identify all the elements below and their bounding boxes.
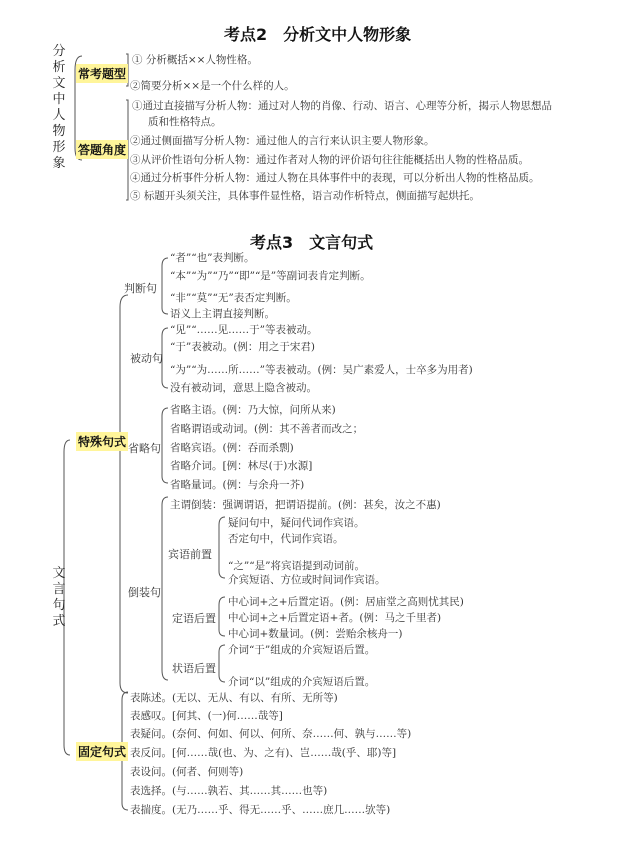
omit-item: 省略主语。(例：乃大惊，问所从来): [170, 404, 336, 416]
object-front-item: 介宾短语、方位或时间词作宾语。: [228, 574, 386, 586]
tag-common-question: 常考题型: [76, 64, 128, 83]
inversion-subject: 主谓倒装：强调谓语，把谓语提前。(例：甚矣，汝之不惠): [170, 499, 441, 511]
adverbial-post-item: 介词“以”组成的介宾短语后置。: [228, 676, 376, 688]
object-front-label: 宾语前置: [168, 548, 212, 561]
object-front-item: “之”“是”将宾语提到动词前。: [228, 560, 365, 572]
fixed-item: 表揣度。(无乃……乎、得无……乎、……庶几……欤等): [130, 804, 391, 816]
tag-answer-angle: 答题角度: [76, 140, 128, 159]
fixed-item: 表疑问。(奈何、何如、何以、何所、奈……何、孰与……等): [130, 728, 412, 740]
judge-item: “非”“莫”“无”表否定判断。: [170, 292, 297, 304]
fixed-item: 表陈述。(无以、无从、有以、有所、无所等): [130, 692, 338, 704]
angle-item: ②通过侧面描写分析人物：通过他人的言行来认识主要人物形象。: [130, 135, 435, 147]
adverbial-post-label: 状语后置: [172, 662, 216, 675]
passive-item: “于”表被动。(例：用之于宋君): [170, 341, 315, 353]
section3-title: 考点3 文言句式: [250, 233, 374, 252]
adverbial-post-item: 介词“于”组成的介宾短语后置。: [228, 644, 376, 656]
attribute-post-item: 中心词+数量词。(例：尝贻余核舟一): [228, 628, 403, 640]
section2-side-label: 分析文中人物形象: [52, 44, 66, 171]
omit-item: 省略量词。(例：与余舟一芥): [170, 479, 305, 491]
angle-item: ①通过直接描写分析人物：通过对人物的肖像、行动、语言、心理等分析，揭示人物思想品: [132, 100, 552, 112]
tag-fixed-sentence: 固定句式: [76, 742, 128, 761]
passive-item: “为”“为……所……”等表被动。(例：吴广素爱人，士卒多为用者): [170, 364, 473, 376]
omit-item: 省略介词。[例：林尽(于)水源]: [170, 460, 313, 472]
omit-label: 省略句: [128, 442, 161, 455]
passive-item: “见”“……见……于”等表被动。: [170, 324, 318, 336]
fixed-item: 表选择。(与……孰若、其……其……也等): [130, 785, 328, 797]
fixed-item: 表感叹。[何其、(一)何……哉等]: [130, 710, 283, 722]
omit-item: 省略谓语或动词。(例：其不善者而改之；: [170, 423, 364, 435]
inversion-label: 倒装句: [128, 586, 161, 599]
section3-side-label: 文言句式: [52, 566, 66, 629]
passive-item: 没有被动词，意思上隐含被动。: [170, 382, 317, 394]
angle-item: ⑤ 标题开头须关注，具体事件显性格，语言动作析特点，侧面描写起烘托。: [130, 190, 480, 202]
judge-item: “者”“也”表判断。: [170, 252, 255, 264]
angle-item: 质和性格特点。: [148, 116, 222, 128]
judge-label: 判断句: [124, 282, 157, 295]
object-front-item: 否定句中，代词作宾语。: [228, 533, 344, 545]
section2-title: 考点2 分析文中人物形象: [224, 25, 412, 44]
attribute-post-item: 中心词+之+后置定语+者。(例：马之千里者): [228, 612, 442, 624]
angle-item: ④通过分析事件分析人物：通过人物在具体事件中的表现，可以分析出人物的性格品质。: [130, 172, 540, 184]
judge-item: 语义上主谓直接判断。: [170, 308, 275, 320]
object-front-item: 疑问句中，疑问代词作宾语。: [228, 517, 365, 529]
fixed-item: 表设问。(何者、何则等): [130, 766, 244, 778]
common-item: ① 分析概括××人物性格。: [132, 54, 258, 66]
fixed-item: 表反问。[何……哉(也、为、之有)、岂……哉(乎、耶)等]: [130, 747, 397, 759]
angle-item: ③从评价性语句分析人物：通过作者对人物的评价语句往往能概括出人物的性格品质。: [130, 154, 529, 166]
omit-item: 省略宾语。(例：吞而杀剽): [170, 442, 294, 454]
passive-label: 被动句: [130, 352, 163, 365]
attribute-post-label: 定语后置: [172, 612, 216, 625]
common-item: ②简要分析××是一个什么样的人。: [130, 80, 295, 92]
judge-item: “本”“为”“乃”“即”“是”等副词表肯定判断。: [170, 270, 371, 282]
tag-special-sentence: 特殊句式: [76, 432, 128, 451]
attribute-post-item: 中心词+之+后置定语。(例：居庙堂之高则忧其民): [228, 596, 464, 608]
